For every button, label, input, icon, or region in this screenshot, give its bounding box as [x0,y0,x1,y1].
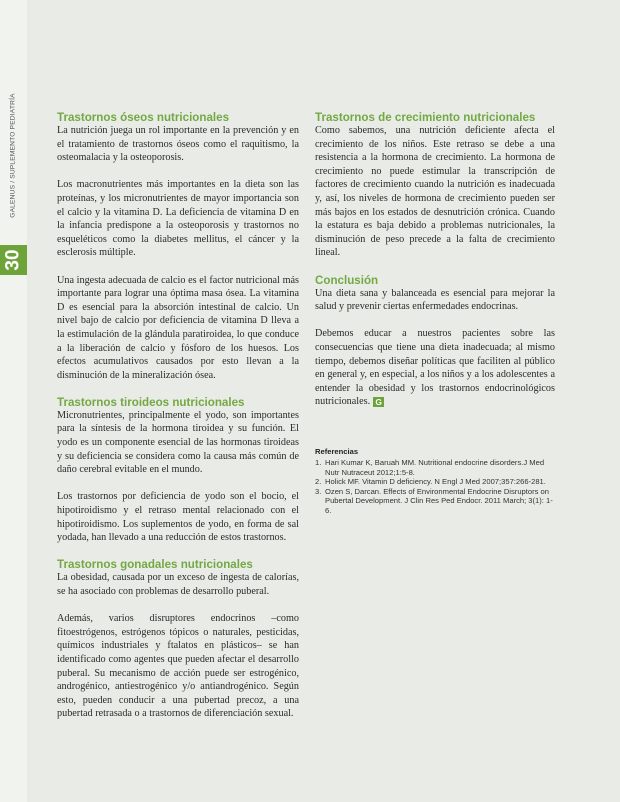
paragraph: Una ingesta adecuada de calcio es el factor nutricional más importante para lograr una óptima masa ósea. La vitamina D es esencial para la absorción intestinal de calcio. Un nivel bajo de calcio por deficiencia de vitamina D lleva a la estimulación de la glándula paratiroidea, lo que conduce a la liberación de calcio y fósforo de los huesos. Los efectos acumulativos causados por esto llevan a la disminución de la mineralización ósea. [57,274,299,381]
section-title-thyroid: Trastornos tiroideos nutricionales [57,395,245,409]
left-column [57,111,299,721]
references [315,447,558,516]
references-title: Referencias [315,447,359,456]
reference-number: 2. [315,477,322,487]
sidebar [0,0,27,802]
paragraph: Además, varios disruptores endocrinos –como fitoestrógenos, estrógenos tópicos o naturales, pesticidas, químicos industriales y ftalatos en plásticos– se han identificado como agentes que pueden afectar el desarrollo puberal. Su mecanismo de acción puede ser estrogénico, androgénico, antiestrogénico y/o antiandrogénico. Según esto, pueden conducir a una pubertad precoz, a una pubertad retrasada o a trastornos de diferenciación sexual. [57,613,299,720]
paragraph-closing [315,327,555,409]
paragraph: Micronutrientes, principalmente el yodo, son importantes para la síntesis de la hormona tiroidea y su función. El yodo es un componente esencial de las hormonas tiroideas y su deficiencia se considera como la causa más común de daño cerebral evitable en el mundo. [57,409,299,476]
section-title-conclusion: Conclusión [315,273,379,287]
section-title-gonadal: Trastornos gonadales nutricionales [57,558,253,572]
reference-number: 1. [315,458,322,467]
page-number-badge [0,245,27,275]
reference-item [315,458,558,477]
reference-item [315,487,558,516]
section-title-bone: Trastornos óseos nutricionales [57,111,230,124]
paragraph: Los macronutrientes más importantes en la dieta son las proteínas, y los micronutrientes de mayor importancia son el calcio y la vitamina D. La deficiencia de vitamina D en la infancia predispone a la osteoporosis y trastornos no esqueléticos como la diabetes mellitus, el cáncer y la esclerosis múltiple. [57,179,299,259]
reference-text: Ozen S, Darcan. Effects of Environmental Endocrine Disruptors on Pubertal Development. J Clin Res Ped Endocr. 2011 March; 3(1): 1-6. [325,486,553,515]
running-head [2,70,24,240]
paragraph: Los trastornos por deficiencia de yodo son el bocio, el hipotiroidismo y el retraso mental relacionado con el hipotiroidismo. Los suplementos de yodo, en forma de sal yodada, han llevado a una reducción de estos trastornos. [57,491,299,544]
reference-list [315,458,558,516]
galenus-end-mark-icon: G [373,397,384,407]
reference-number: 3. [315,486,322,496]
reference-text: Holick MF. Vitamin D deficiency. N Engl J Med 2007;357:266-281. [325,477,546,487]
closing-text: Debemos educar a nuestros pacientes sobre las consecuencias que tiene una dieta inadecuada; al mismo tiempo, debemos diseñar políticas que faciliten al público en general y, en especial, a los niños y a los adolescentes a entender la obesidad y los trastornos endocrinológicos nutricionales. [315,328,555,408]
paragraph: La obesidad, causada por un exceso de ingesta de calorías, se ha asociado con problemas de desarrollo puberal. [57,572,299,597]
paragraph: Una dieta sana y balanceada es esencial para mejorar la salud y prevenir ciertas enfermedades endocrinas. [315,287,555,313]
paragraph: La nutrición juega un rol importante en la prevención y en el tratamiento de trastornos óseos como el raquitismo, la osteomalacia y la osteoporosis. [57,125,299,164]
reference-text: Hari Kumar K, Baruah MM. Nutritional endocrine disorders.J Med Nutr Nutraceut 2012;1:5-8. [325,458,545,477]
reference-item [315,477,558,487]
section-title-growth: Trastornos de crecimiento nutricionales [315,111,536,124]
page-number: 30 [2,249,24,271]
right-column [315,111,555,409]
paragraph: Como sabemos, una nutrición deficiente afecta el crecimiento de los niños. Este retraso se debe a una resistencia a la hormona de crecimiento. La hormona de crecimiento no puede estimular la transcripción de factores de crecimiento cuando la nutrición es inadecuada y, así, los niveles de hormona de crecimiento pueden ser más bajos en los estados de desnutrición crónica. Cuando la estatura es baja debido a problemas nutricionales, la disminución de peso precede a la falta de crecimiento lineal. [315,125,555,259]
running-head-text: GALENUS / SUPLEMENTO PEDIATRÍA [9,92,17,218]
